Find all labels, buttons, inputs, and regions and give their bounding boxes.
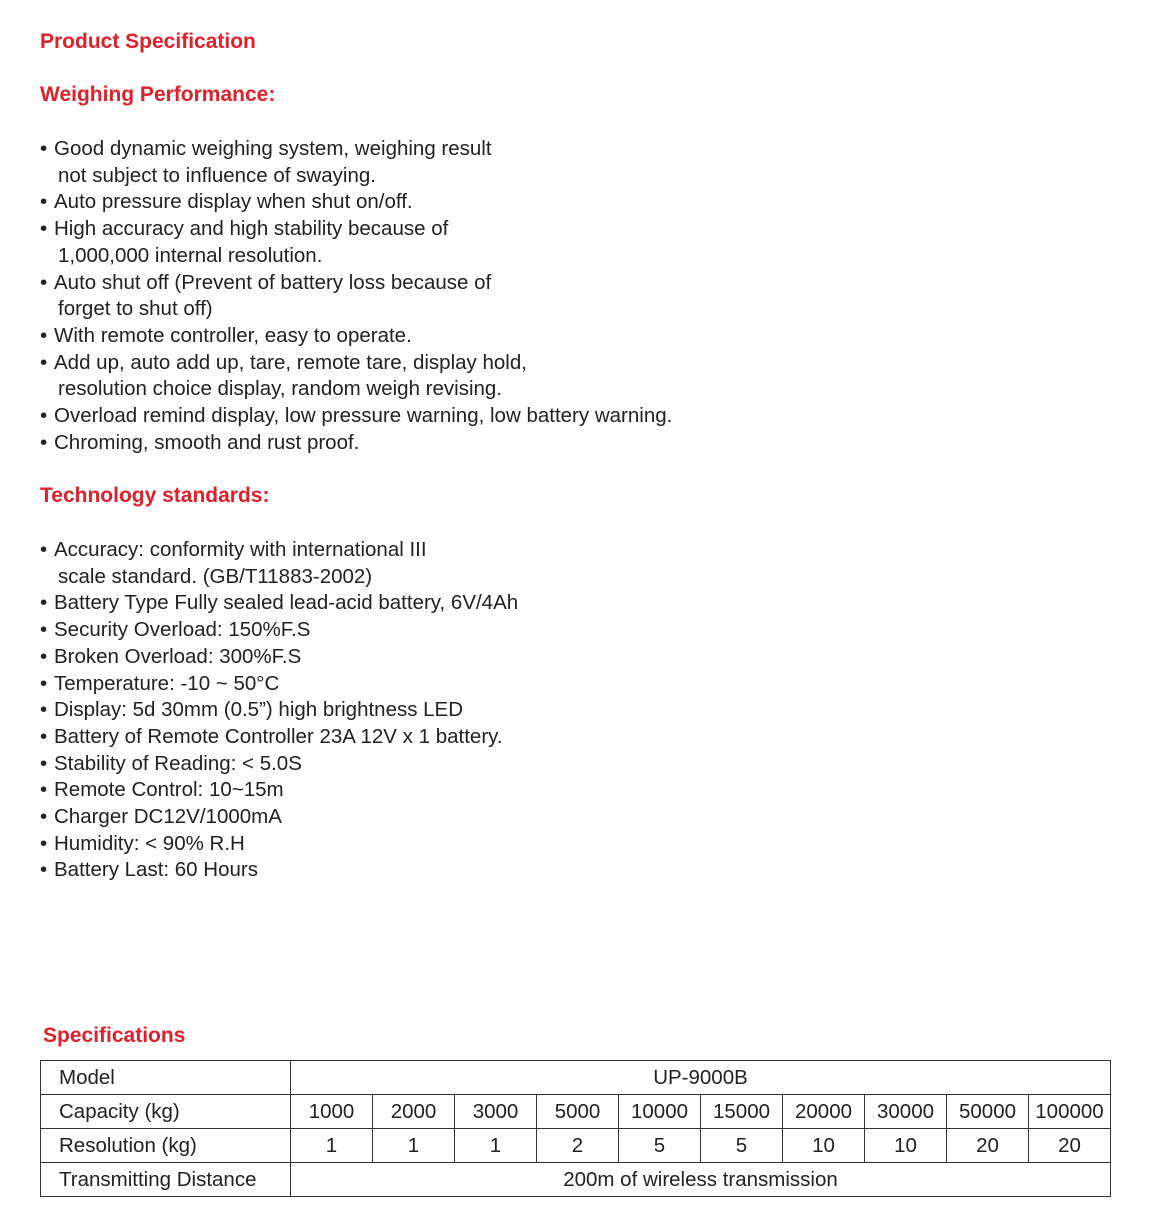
capacity-cell: 5000	[537, 1095, 619, 1129]
resolution-cell: 10	[865, 1129, 947, 1163]
list-item-text: Broken Overload: 300%F.S	[54, 644, 302, 668]
list-item-continuation: scale standard. (GB/T11883-2002)	[58, 564, 373, 588]
resolution-cell: 5	[619, 1129, 701, 1163]
list-item-text: Display: 5d 30mm (0.5”) high brightness LED	[54, 698, 464, 722]
list-item-text: Auto shut off (Prevent of battery loss because of	[54, 270, 492, 294]
list-item	[40, 270, 672, 323]
distance-value: 200m of wireless transmission	[291, 1163, 1111, 1197]
list-item-text: Accuracy: conformity with international III	[54, 538, 427, 561]
capacity-label: Capacity (kg)	[41, 1095, 291, 1129]
list-item	[40, 724, 518, 751]
bullet-icon: •	[40, 698, 48, 722]
resolution-label: Resolution (kg)	[41, 1129, 291, 1163]
technology-standards-heading: Technology standards:	[40, 484, 270, 507]
capacity-cell: 2000	[373, 1095, 455, 1129]
bullet-icon: •	[40, 270, 48, 294]
list-item	[40, 323, 672, 350]
bullet-icon: •	[40, 644, 48, 668]
list-item-text: Battery of Remote Controller 23A 12V x 1 battery.	[54, 724, 503, 748]
list-item	[40, 136, 672, 189]
list-item-continuation: not subject to influence of swaying.	[58, 163, 376, 187]
list-item-continuation: resolution choice display, random weigh revising.	[58, 377, 503, 401]
list-item	[40, 644, 518, 671]
list-item-text: Stability of Reading: < 5.0S	[54, 751, 302, 775]
list-item-continuation: forget to shut off)	[58, 297, 213, 321]
bullet-icon: •	[40, 190, 48, 214]
list-item-text: Charger DC12V/1000mA	[54, 805, 282, 829]
model-value: UP-9000B	[291, 1061, 1111, 1095]
capacity-cell: 50000	[947, 1095, 1029, 1129]
bullet-icon: •	[40, 323, 48, 347]
resolution-cell: 20	[1029, 1129, 1111, 1163]
list-item	[40, 857, 518, 884]
capacity-cell: 100000	[1029, 1095, 1111, 1129]
resolution-cell: 1	[455, 1129, 537, 1163]
bullet-icon: •	[40, 724, 48, 748]
list-item	[40, 189, 672, 216]
resolution-cell: 2	[537, 1129, 619, 1163]
list-item	[40, 403, 672, 430]
bullet-icon: •	[40, 350, 48, 374]
bullet-icon: •	[40, 404, 48, 428]
bullet-icon: •	[40, 778, 48, 802]
list-item-text: Security Overload: 150%F.S	[54, 618, 311, 642]
distance-label: Transmitting Distance	[41, 1163, 291, 1197]
list-item	[40, 831, 518, 858]
table-row-resolution	[41, 1129, 1111, 1163]
list-item-text: Chroming, smooth and rust proof.	[54, 430, 360, 454]
resolution-cell: 10	[783, 1129, 865, 1163]
page-title: Product Specification	[40, 30, 256, 53]
list-item	[40, 804, 518, 831]
weighing-performance-list	[40, 136, 672, 456]
bullet-icon: •	[40, 751, 48, 775]
bullet-icon: •	[40, 858, 48, 882]
list-item-text: Good dynamic weighing system, weighing result	[54, 137, 492, 160]
bullet-icon: •	[40, 137, 48, 160]
bullet-icon: •	[40, 430, 48, 454]
list-item-text: Remote Control: 10~15m	[54, 778, 284, 802]
list-item-text: High accuracy and high stability because of	[54, 217, 449, 241]
resolution-cell: 1	[373, 1129, 455, 1163]
capacity-cell: 30000	[865, 1095, 947, 1129]
list-item	[40, 350, 672, 403]
table-row-distance	[41, 1163, 1111, 1197]
resolution-cell: 1	[291, 1129, 373, 1163]
list-item	[40, 216, 672, 269]
capacity-cell: 20000	[783, 1095, 865, 1129]
bullet-icon: •	[40, 538, 48, 561]
list-item	[40, 617, 518, 644]
list-item-text: Add up, auto add up, tare, remote tare, display hold,	[54, 350, 527, 374]
list-item-text: Auto pressure display when shut on/off.	[54, 190, 413, 214]
specifications-heading: Specifications	[43, 1024, 186, 1047]
list-item	[40, 590, 518, 617]
weighing-performance-heading: Weighing Performance:	[40, 83, 276, 106]
bullet-icon: •	[40, 671, 48, 695]
list-item-text: Overload remind display, low pressure warning, low battery warning.	[54, 404, 673, 428]
list-item	[40, 430, 672, 457]
bullet-icon: •	[40, 618, 48, 642]
capacity-cell: 1000	[291, 1095, 373, 1129]
table-row-capacity	[41, 1095, 1111, 1129]
capacity-cell: 15000	[701, 1095, 783, 1129]
bullet-icon: •	[40, 591, 48, 615]
resolution-cell: 20	[947, 1129, 1029, 1163]
list-item	[40, 537, 518, 590]
technology-standards-list	[40, 537, 518, 884]
list-item	[40, 697, 518, 724]
bullet-icon: •	[40, 805, 48, 829]
list-item-text: Temperature: -10 ~ 50°C	[54, 671, 280, 695]
resolution-cell: 5	[701, 1129, 783, 1163]
bullet-icon: •	[40, 831, 48, 855]
list-item-text: Battery Type Fully sealed lead-acid battery, 6V/4Ah	[54, 591, 519, 615]
list-item	[40, 751, 518, 778]
capacity-cell: 10000	[619, 1095, 701, 1129]
list-item	[40, 671, 518, 698]
list-item	[40, 777, 518, 804]
bullet-icon: •	[40, 217, 48, 241]
specifications-table	[40, 1060, 1111, 1197]
list-item-continuation: 1,000,000 internal resolution.	[58, 243, 323, 267]
table-row-model	[41, 1061, 1111, 1095]
capacity-cell: 3000	[455, 1095, 537, 1129]
list-item-text: Battery Last: 60 Hours	[54, 858, 258, 882]
list-item-text: Humidity: < 90% R.H	[54, 831, 245, 855]
model-label: Model	[41, 1061, 291, 1095]
list-item-text: With remote controller, easy to operate.	[54, 323, 412, 347]
